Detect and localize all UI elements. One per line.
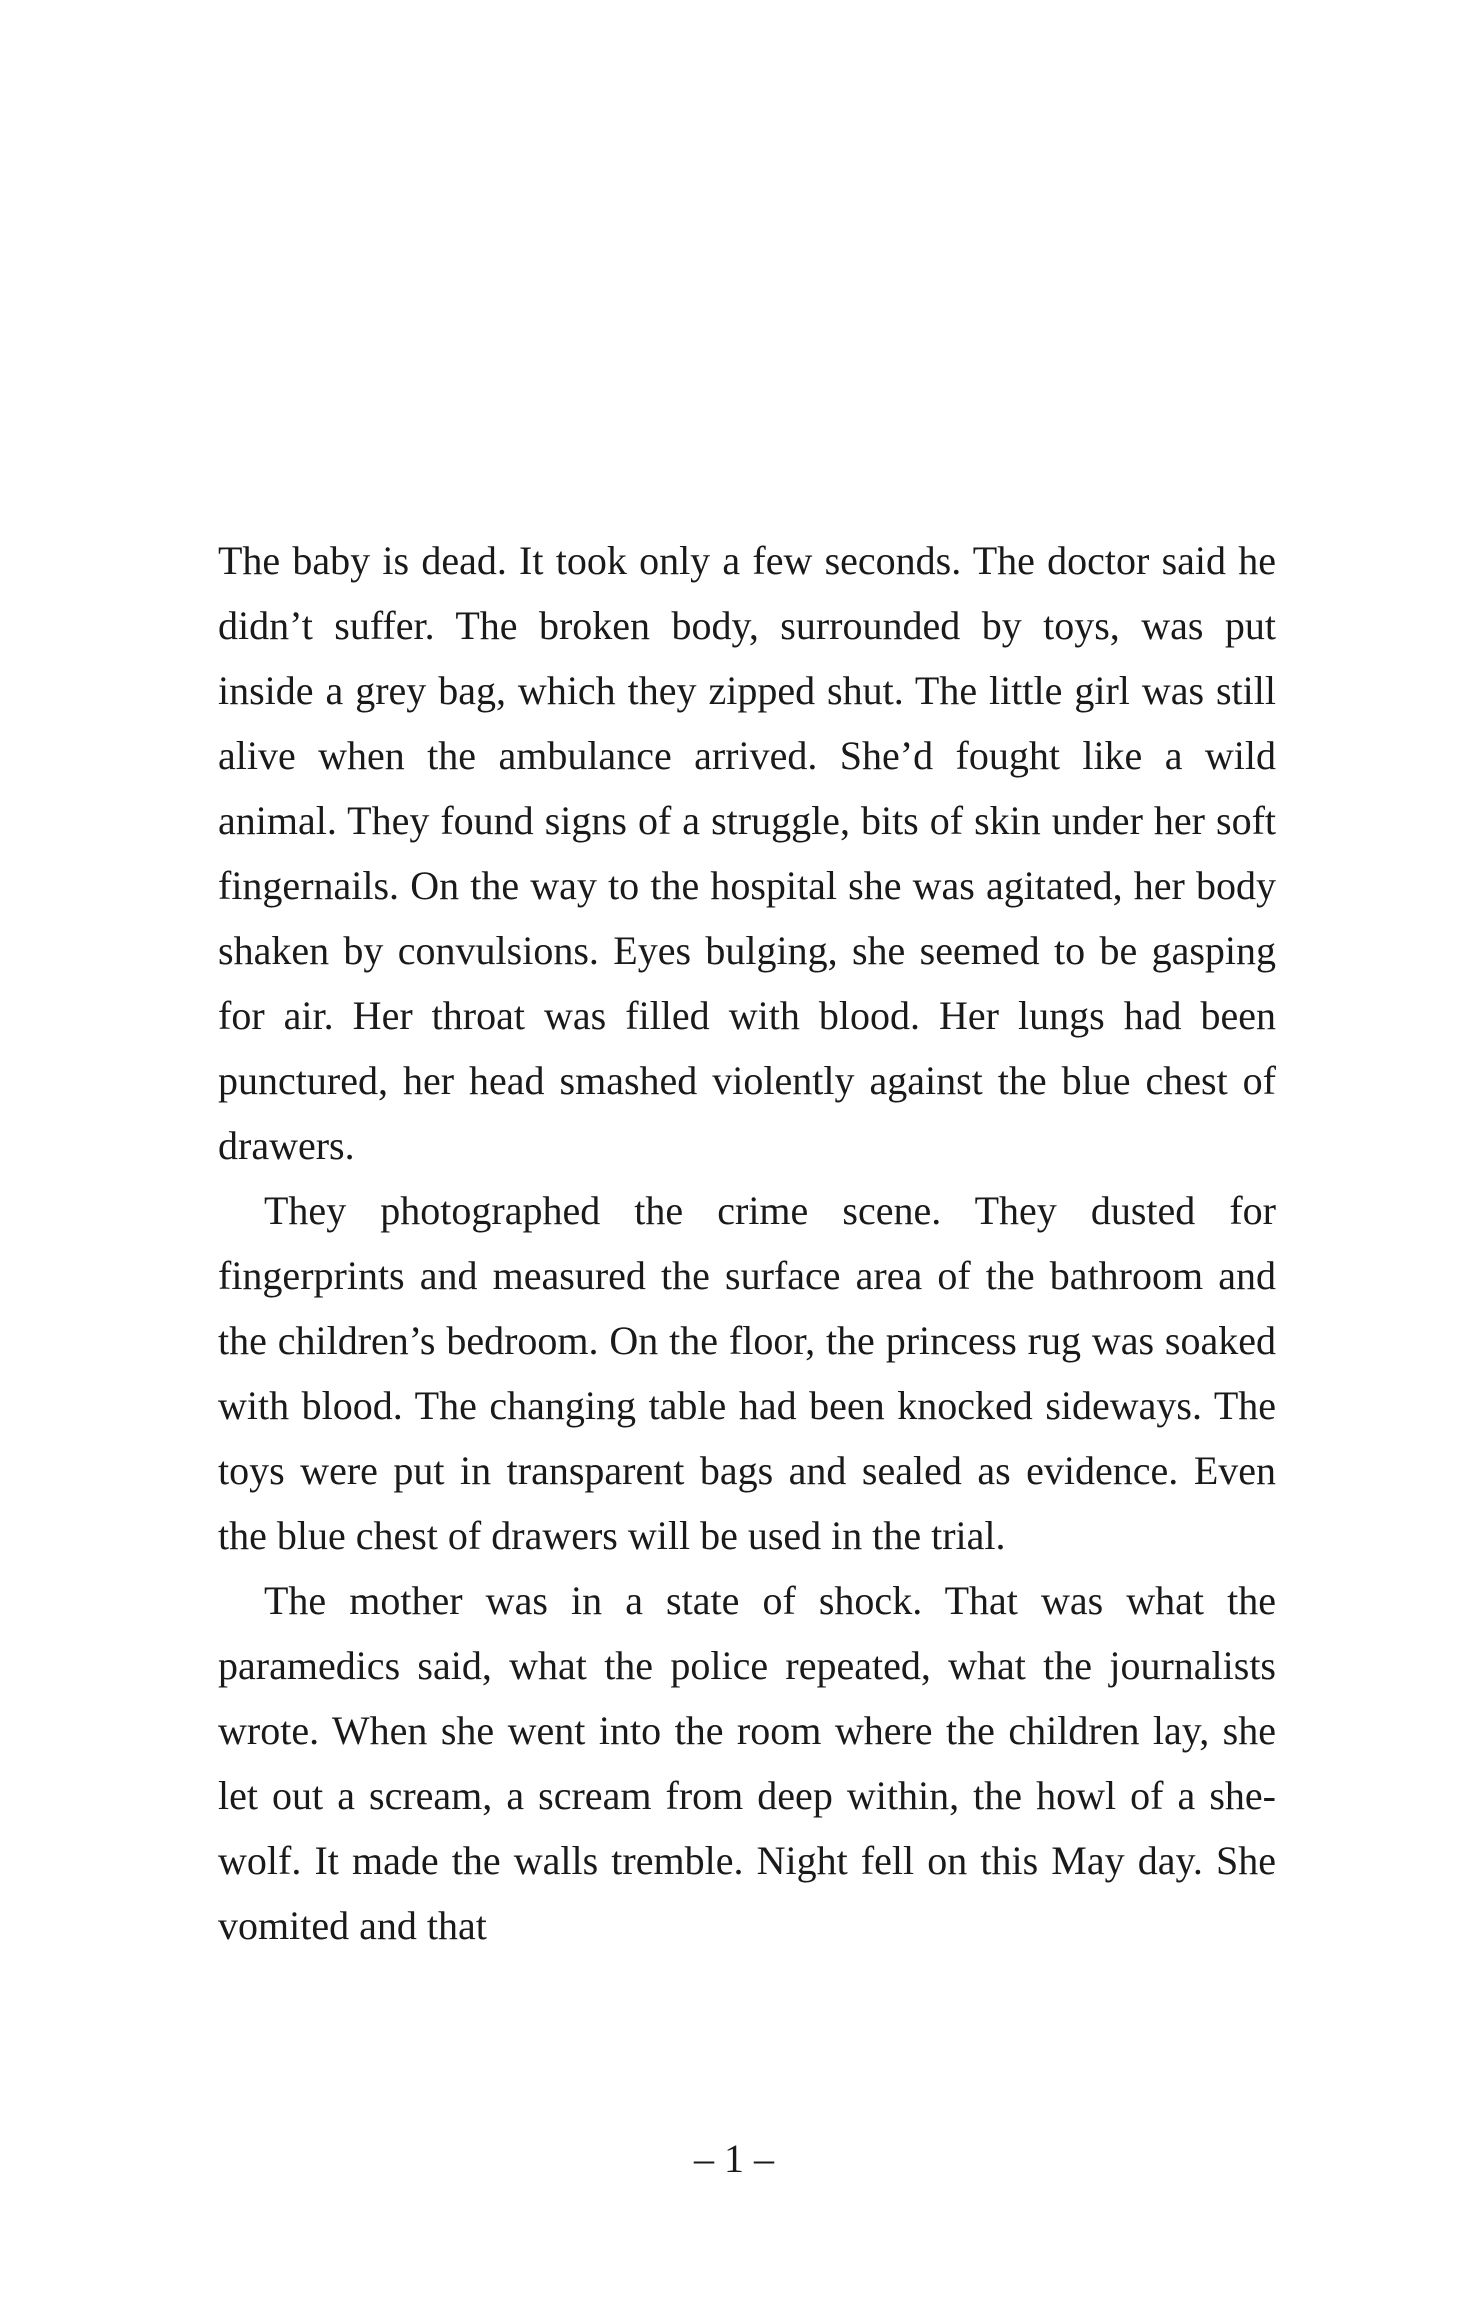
body-text bbox=[218, 528, 1276, 1958]
paragraph-1: The baby is dead. It took only a few seconds. The doctor said he didn’t suffer. The broken body, surrounded by toys, was put inside a grey bag, which they zipped shut. The little girl was still alive when the ambulance arrived. She’d fought like a wild animal. They found signs of a struggle, bits of skin under her soft fingernails. On the way to the hospital she was agitated, her body shaken by convulsions. Eyes bulging, she seemed to be gasping for air. Her throat was filled with blood. Her lungs had been punctured, her head smashed violently against the blue chest of drawers. bbox=[218, 538, 1276, 1168]
paragraph-3: The mother was in a state of shock. That was what the paramedics said, what the police repeated, what the journalists wrote. When she went into the room where the children lay, she let out a scream, a scream from deep within, the howl of a she-wolf. It made the walls tremble. Night fell on this May day. She vomited and that bbox=[218, 1578, 1276, 1948]
paragraph-2: They photographed the crime scene. They dusted for fingerprints and measured the surface area of the bathroom and the children’s bedroom. On the floor, the princess rug was soaked with blood. The changing table had been knocked sideways. The toys were put in transparent bags and sealed as evidence. Even the blue chest of drawers will be used in the trial. bbox=[218, 1188, 1276, 1558]
page-number: – 1 – bbox=[694, 2136, 774, 2181]
